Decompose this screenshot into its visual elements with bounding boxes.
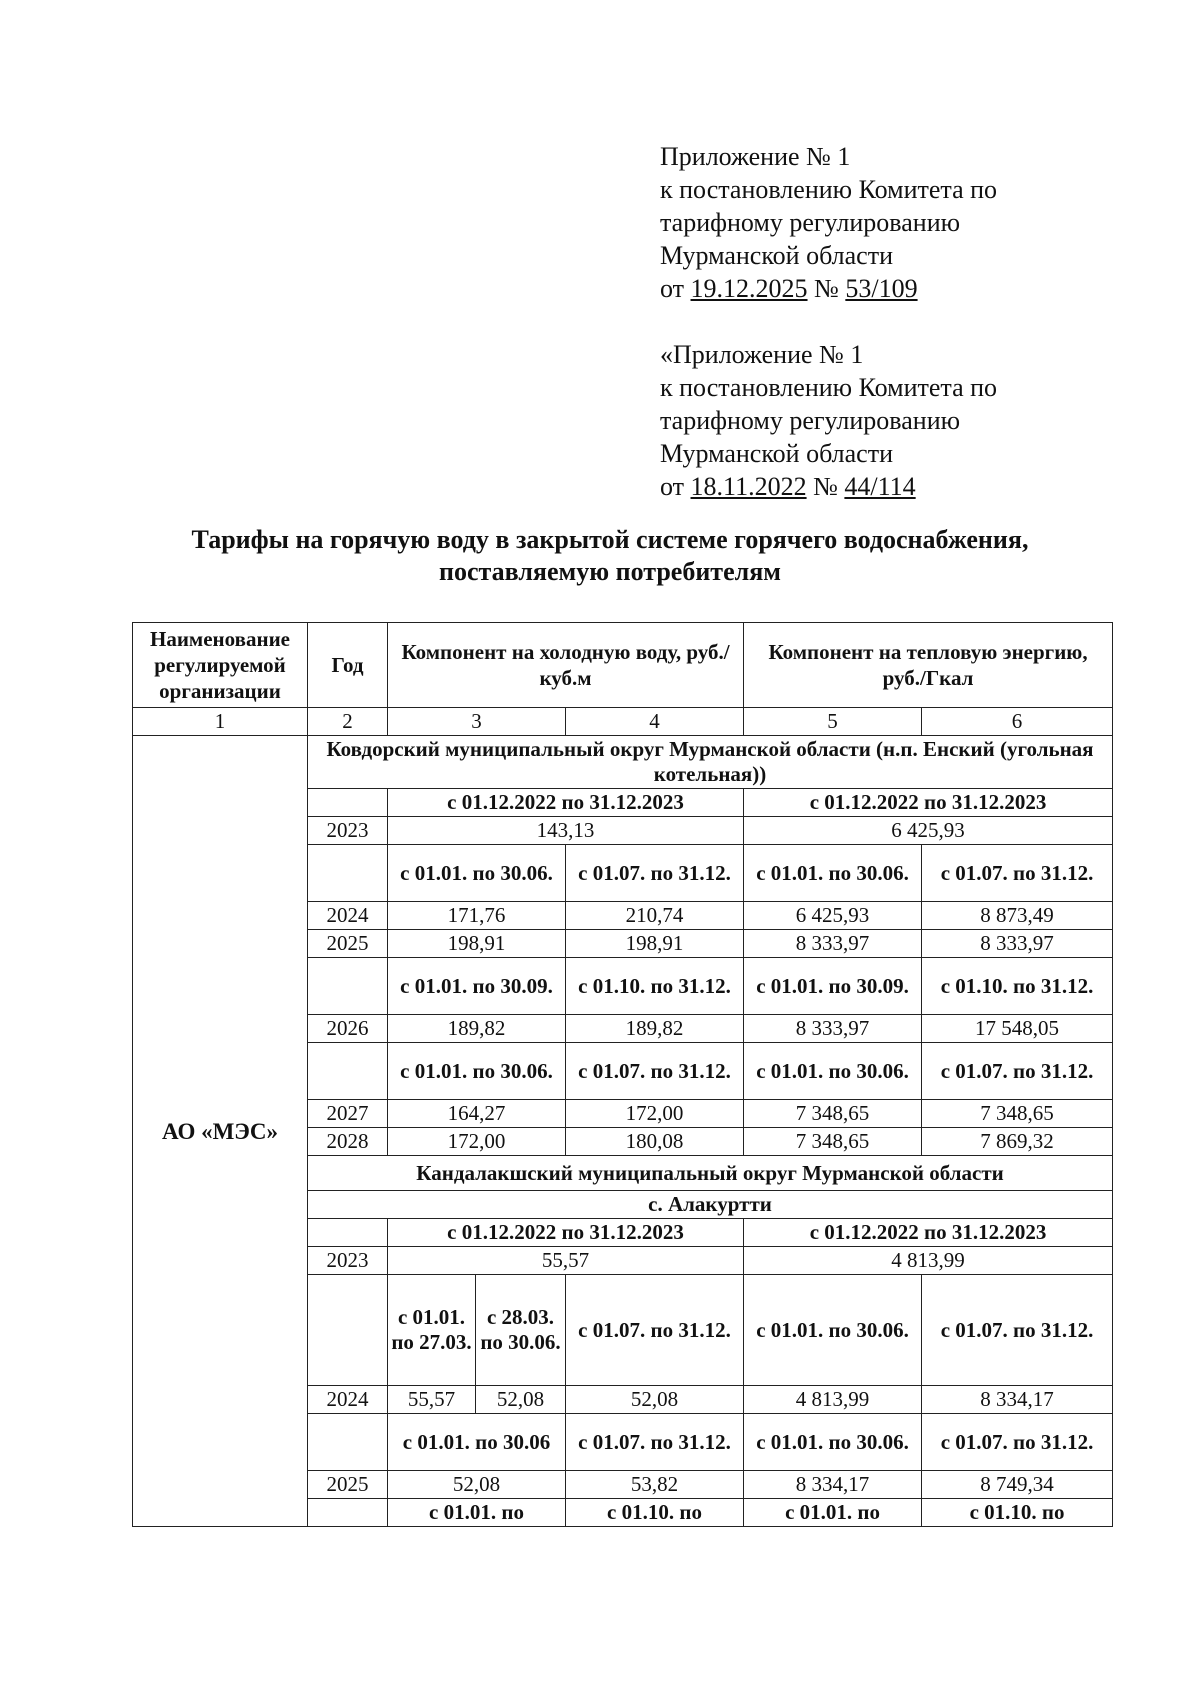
value-cell: 8 333,97 xyxy=(922,930,1113,958)
subperiod-cell: с 01.01. по 30.09. xyxy=(388,958,566,1015)
year-cell xyxy=(308,1414,388,1471)
header-heat-energy: Компонент на тепловую энергию, руб./Гкал xyxy=(744,623,1113,708)
value-cell: 6 425,93 xyxy=(744,902,922,930)
subperiod-cell: с 01.07. по 31.12. xyxy=(566,1275,744,1386)
col-number: 3 xyxy=(388,708,566,736)
period-cold: с 01.12.2022 по 31.12.2023 xyxy=(388,1219,744,1247)
value-cell: 7 869,32 xyxy=(922,1128,1113,1156)
subperiod-cell: с 01.01. по xyxy=(744,1499,922,1527)
col-number: 6 xyxy=(922,708,1113,736)
value-cell: 180,08 xyxy=(566,1128,744,1156)
year-cell: 2027 xyxy=(308,1100,388,1128)
appendix-header-original xyxy=(660,338,997,503)
year-cell: 2025 xyxy=(308,930,388,958)
subperiod-cell: с 01.01. по xyxy=(388,1499,566,1527)
year-cell: 2023 xyxy=(308,817,388,845)
subperiod-cell: с 01.01. по 30.06. xyxy=(744,1275,922,1386)
appendix-date-line xyxy=(660,272,997,305)
subperiod-cell: с 01.01. по 30.06 xyxy=(388,1414,566,1471)
col-number: 4 xyxy=(566,708,744,736)
value-cell: 4 813,99 xyxy=(744,1247,1113,1275)
subperiod-cell: с 01.01. по 30.06. xyxy=(744,1414,922,1471)
subperiod-cell: с 01.07. по 31.12. xyxy=(566,1043,744,1100)
column-number-row xyxy=(133,708,1113,736)
header-cold-water: Компонент на холодную воду, руб./куб.м xyxy=(388,623,744,708)
value-cell: 52,08 xyxy=(476,1386,566,1414)
year-cell: 2028 xyxy=(308,1128,388,1156)
number-prefix: № xyxy=(807,274,846,303)
value-cell: 8 873,49 xyxy=(922,902,1113,930)
value-cell: 7 348,65 xyxy=(922,1100,1113,1128)
year-cell: 2024 xyxy=(308,1386,388,1414)
header-year: Год xyxy=(308,623,388,708)
appendix-line: тарифному регулированию xyxy=(660,406,961,435)
value-cell: 6 425,93 xyxy=(744,817,1113,845)
year-cell: 2023 xyxy=(308,1247,388,1275)
settlement-name: с. Алакуртти xyxy=(308,1191,1113,1219)
value-cell: 4 813,99 xyxy=(744,1386,922,1414)
year-cell xyxy=(308,1219,388,1247)
appendix-line: тарифному регулированию xyxy=(660,208,961,237)
subperiod-cell: с 01.10. по 31.12. xyxy=(566,958,744,1015)
year-cell: 2024 xyxy=(308,902,388,930)
appendix-line: Приложение № 1 xyxy=(660,142,851,171)
appendix-line: Мурманской области xyxy=(660,439,893,468)
resolution-number: 53/109 xyxy=(845,274,918,303)
appendix-line: к постановлению Комитета по xyxy=(660,373,998,402)
subperiod-cell: с 01.10. по xyxy=(566,1499,744,1527)
value-cell: 198,91 xyxy=(388,930,566,958)
value-cell: 52,08 xyxy=(388,1471,566,1499)
appendix-header-current xyxy=(660,140,997,305)
appendix-line: «Приложение № 1 xyxy=(660,340,864,369)
title-line: Тарифы на горячую воду в закрытой системе горячего водоснабжения, xyxy=(191,525,1029,554)
year-cell xyxy=(308,789,388,817)
resolution-number: 44/114 xyxy=(844,472,916,501)
header-org: Наименование регулируемой организации xyxy=(133,623,308,708)
subperiod-cell: с 01.01. по 27.03. xyxy=(388,1275,476,1386)
value-cell: 8 333,97 xyxy=(744,930,922,958)
year-cell xyxy=(308,1499,388,1527)
value-cell: 7 348,65 xyxy=(744,1128,922,1156)
period-cold: с 01.12.2022 по 31.12.2023 xyxy=(388,789,744,817)
value-cell: 164,27 xyxy=(388,1100,566,1128)
value-cell: 210,74 xyxy=(566,902,744,930)
tariff-table xyxy=(132,622,1113,1527)
subperiod-cell: с 01.07. по 31.12. xyxy=(566,1414,744,1471)
value-cell: 53,82 xyxy=(566,1471,744,1499)
year-cell: 2025 xyxy=(308,1471,388,1499)
value-cell: 7 348,65 xyxy=(744,1100,922,1128)
subperiod-cell: с 01.07. по 31.12. xyxy=(566,845,744,902)
subperiod-cell: с 28.03. по 30.06. xyxy=(476,1275,566,1386)
appendix-date-line xyxy=(660,470,997,503)
value-cell: 143,13 xyxy=(388,817,744,845)
subperiod-cell: с 01.07. по 31.12. xyxy=(922,845,1113,902)
document-title xyxy=(120,524,1100,588)
value-cell: 52,08 xyxy=(566,1386,744,1414)
value-cell: 198,91 xyxy=(566,930,744,958)
appendix-line: Мурманской области xyxy=(660,241,893,270)
value-cell: 55,57 xyxy=(388,1386,476,1414)
year-cell: 2026 xyxy=(308,1015,388,1043)
value-cell: 8 333,97 xyxy=(744,1015,922,1043)
year-cell xyxy=(308,958,388,1015)
value-cell: 172,00 xyxy=(388,1128,566,1156)
period-heat: с 01.12.2022 по 31.12.2023 xyxy=(744,1219,1113,1247)
value-cell: 189,82 xyxy=(566,1015,744,1043)
subperiod-cell: с 01.01. по 30.06. xyxy=(388,845,566,902)
col-number: 1 xyxy=(133,708,308,736)
section-title-kandalaksha: Кандалакшский муниципальный округ Мурманской области xyxy=(308,1156,1113,1191)
appendix-line: к постановлению Комитета по xyxy=(660,175,998,204)
year-cell xyxy=(308,1275,388,1386)
title-line: поставляемую потребителям xyxy=(439,557,781,586)
date-prefix: от xyxy=(660,472,691,501)
value-cell: 172,00 xyxy=(566,1100,744,1128)
section-title-kovdor: Ковдорский муниципальный округ Мурманской области (н.п. Енский (угольная котельная)) xyxy=(308,736,1113,789)
subperiod-cell: с 01.10. по 31.12. xyxy=(922,958,1113,1015)
date-prefix: от xyxy=(660,274,691,303)
value-cell: 55,57 xyxy=(388,1247,744,1275)
value-cell: 8 334,17 xyxy=(744,1471,922,1499)
year-cell xyxy=(308,845,388,902)
value-cell: 171,76 xyxy=(388,902,566,930)
subperiod-cell: с 01.01. по 30.09. xyxy=(744,958,922,1015)
year-cell xyxy=(308,1043,388,1100)
section-row xyxy=(133,736,1113,789)
number-prefix: № xyxy=(806,472,845,501)
subperiod-cell: с 01.01. по 30.06. xyxy=(744,845,922,902)
value-cell: 8 334,17 xyxy=(922,1386,1113,1414)
subperiod-cell: с 01.07. по 31.12. xyxy=(922,1414,1113,1471)
resolution-date: 19.12.2025 xyxy=(690,274,808,303)
period-heat: с 01.12.2022 по 31.12.2023 xyxy=(744,789,1113,817)
subperiod-cell: с 01.10. по xyxy=(922,1499,1113,1527)
subperiod-cell: с 01.07. по 31.12. xyxy=(922,1275,1113,1386)
value-cell: 17 548,05 xyxy=(922,1015,1113,1043)
subperiod-cell: с 01.07. по 31.12. xyxy=(922,1043,1113,1100)
organization-name: АО «МЭС» xyxy=(133,736,308,1527)
resolution-date: 18.11.2022 xyxy=(690,472,807,501)
col-number: 2 xyxy=(308,708,388,736)
value-cell: 8 749,34 xyxy=(922,1471,1113,1499)
value-cell: 189,82 xyxy=(388,1015,566,1043)
header-row xyxy=(133,623,1113,708)
subperiod-cell: с 01.01. по 30.06. xyxy=(388,1043,566,1100)
col-number: 5 xyxy=(744,708,922,736)
subperiod-cell: с 01.01. по 30.06. xyxy=(744,1043,922,1100)
